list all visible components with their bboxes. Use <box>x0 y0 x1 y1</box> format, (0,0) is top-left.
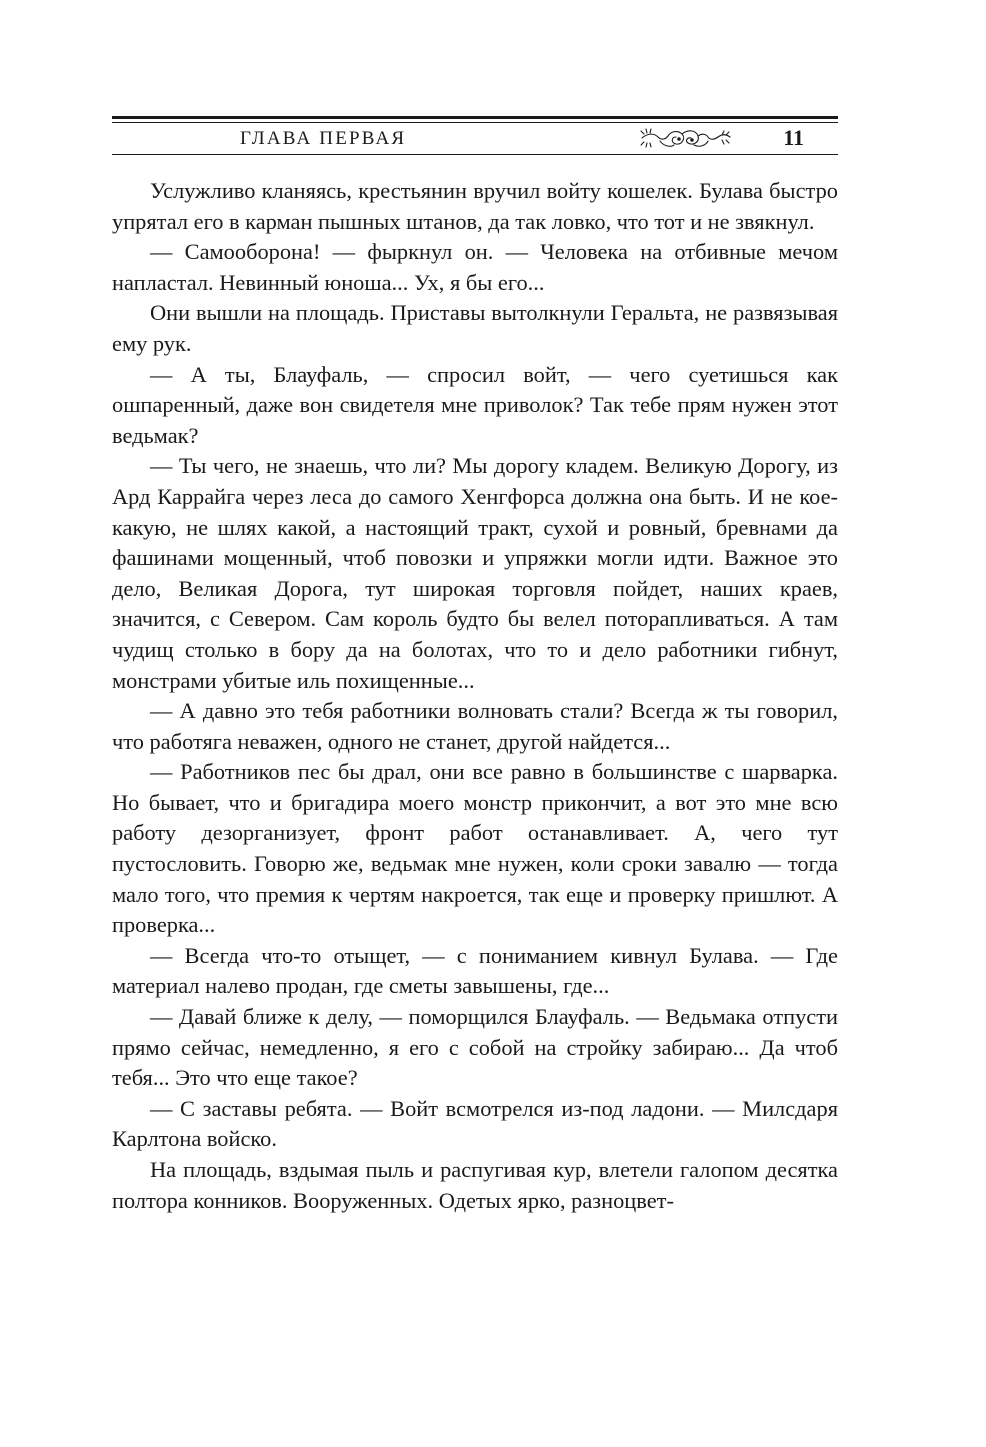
page-number: 11 <box>783 125 804 150</box>
paragraph: — Давай ближе к делу, — поморщился Блауфаль. — Ведьмака отпусти прямо сейчас, немедленно, я его с собой на стройку забираю... Да чтоб тебя... Это что еще такое? <box>112 1004 838 1091</box>
paragraph: — Работников пес бы драл, они все равно в большинстве с шарварка. Но бывает, что и бригадира моего монстр прикончит, а вот это мне всю работу дезорганизует, фронт работ останавливает. А, чего тут пустословить. Говорю же, ведьмак мне нужен, коли сроки завалю — тогда мало того, что премия к чертям накроется, так еще и проверку пришлют. А проверка... <box>112 759 838 938</box>
paragraph: Они вышли на площадь. Приставы вытолкнули Геральта, не развязывая ему рук. <box>112 300 838 356</box>
paragraph: — А ты, Блауфаль, — спросил войт, — чего суетишься как ошпаренный, даже вон свидетеля мне приволок? Так тебе прям нужен этот ведьмак? <box>112 361 838 448</box>
chapter-title: ГЛАВА ПЕРВАЯ <box>240 128 407 149</box>
paragraph: — Всегда что-то отыщет, — с пониманием кивнул Булава. — Где материал налево продан, где сметы завышены, где... <box>112 942 838 999</box>
page-body <box>112 176 838 1216</box>
header-rule-bottom <box>112 154 838 155</box>
paragraph: На площадь, вздымая пыль и распугивая кур, влетели галопом десятка полтора конников. Вооруженных. Одетых ярко, разноцвет- <box>112 1157 838 1213</box>
paragraph: — С заставы ребята. — Войт всмотрелся из-под ладони. — Милсдаря Карлтона войско. <box>112 1095 838 1152</box>
paragraph: — А давно это тебя работники волновать стали? Всегда ж ты говорил, что работяга неважен, одного не станет, другой найдется... <box>112 698 838 754</box>
header-rule-top <box>112 116 838 119</box>
header-rule-top-thin <box>112 122 838 123</box>
paragraph: Услужливо кланяясь, крестьянин вручил войту кошелек. Булава быстро упрятал его в карман пышных штанов, да так ловко, что тот и не звякнул. <box>112 178 838 234</box>
paragraph: — Самооборона! — фыркнул он. — Человека на отбивные мечом напластал. Невинный юноша... Ух, я бы его... <box>112 239 838 295</box>
paragraph: — Ты чего, не знаешь, что ли? Мы дорогу кладем. Великую Дорогу, из Ард Каррайга через леса до самого Хенгфорса должна она быть. И не кое-какую, не шлях какой, а настоящий тракт, сухой и ровный, бревнами да фашинами мощенный, чтоб повозки и упряжки могли идти. Важное это дело, Великая Дорога, тут широкая торговля пойдет, наших краев, значится, с Севером. Сам король будто бы велел поторапливаться. А там чудищ столько в бору да на болотах, что то и дело работники гибнут, монстрами убитые иль похищенные... <box>112 453 838 693</box>
ornament-icon <box>638 125 734 151</box>
running-header <box>112 116 838 160</box>
